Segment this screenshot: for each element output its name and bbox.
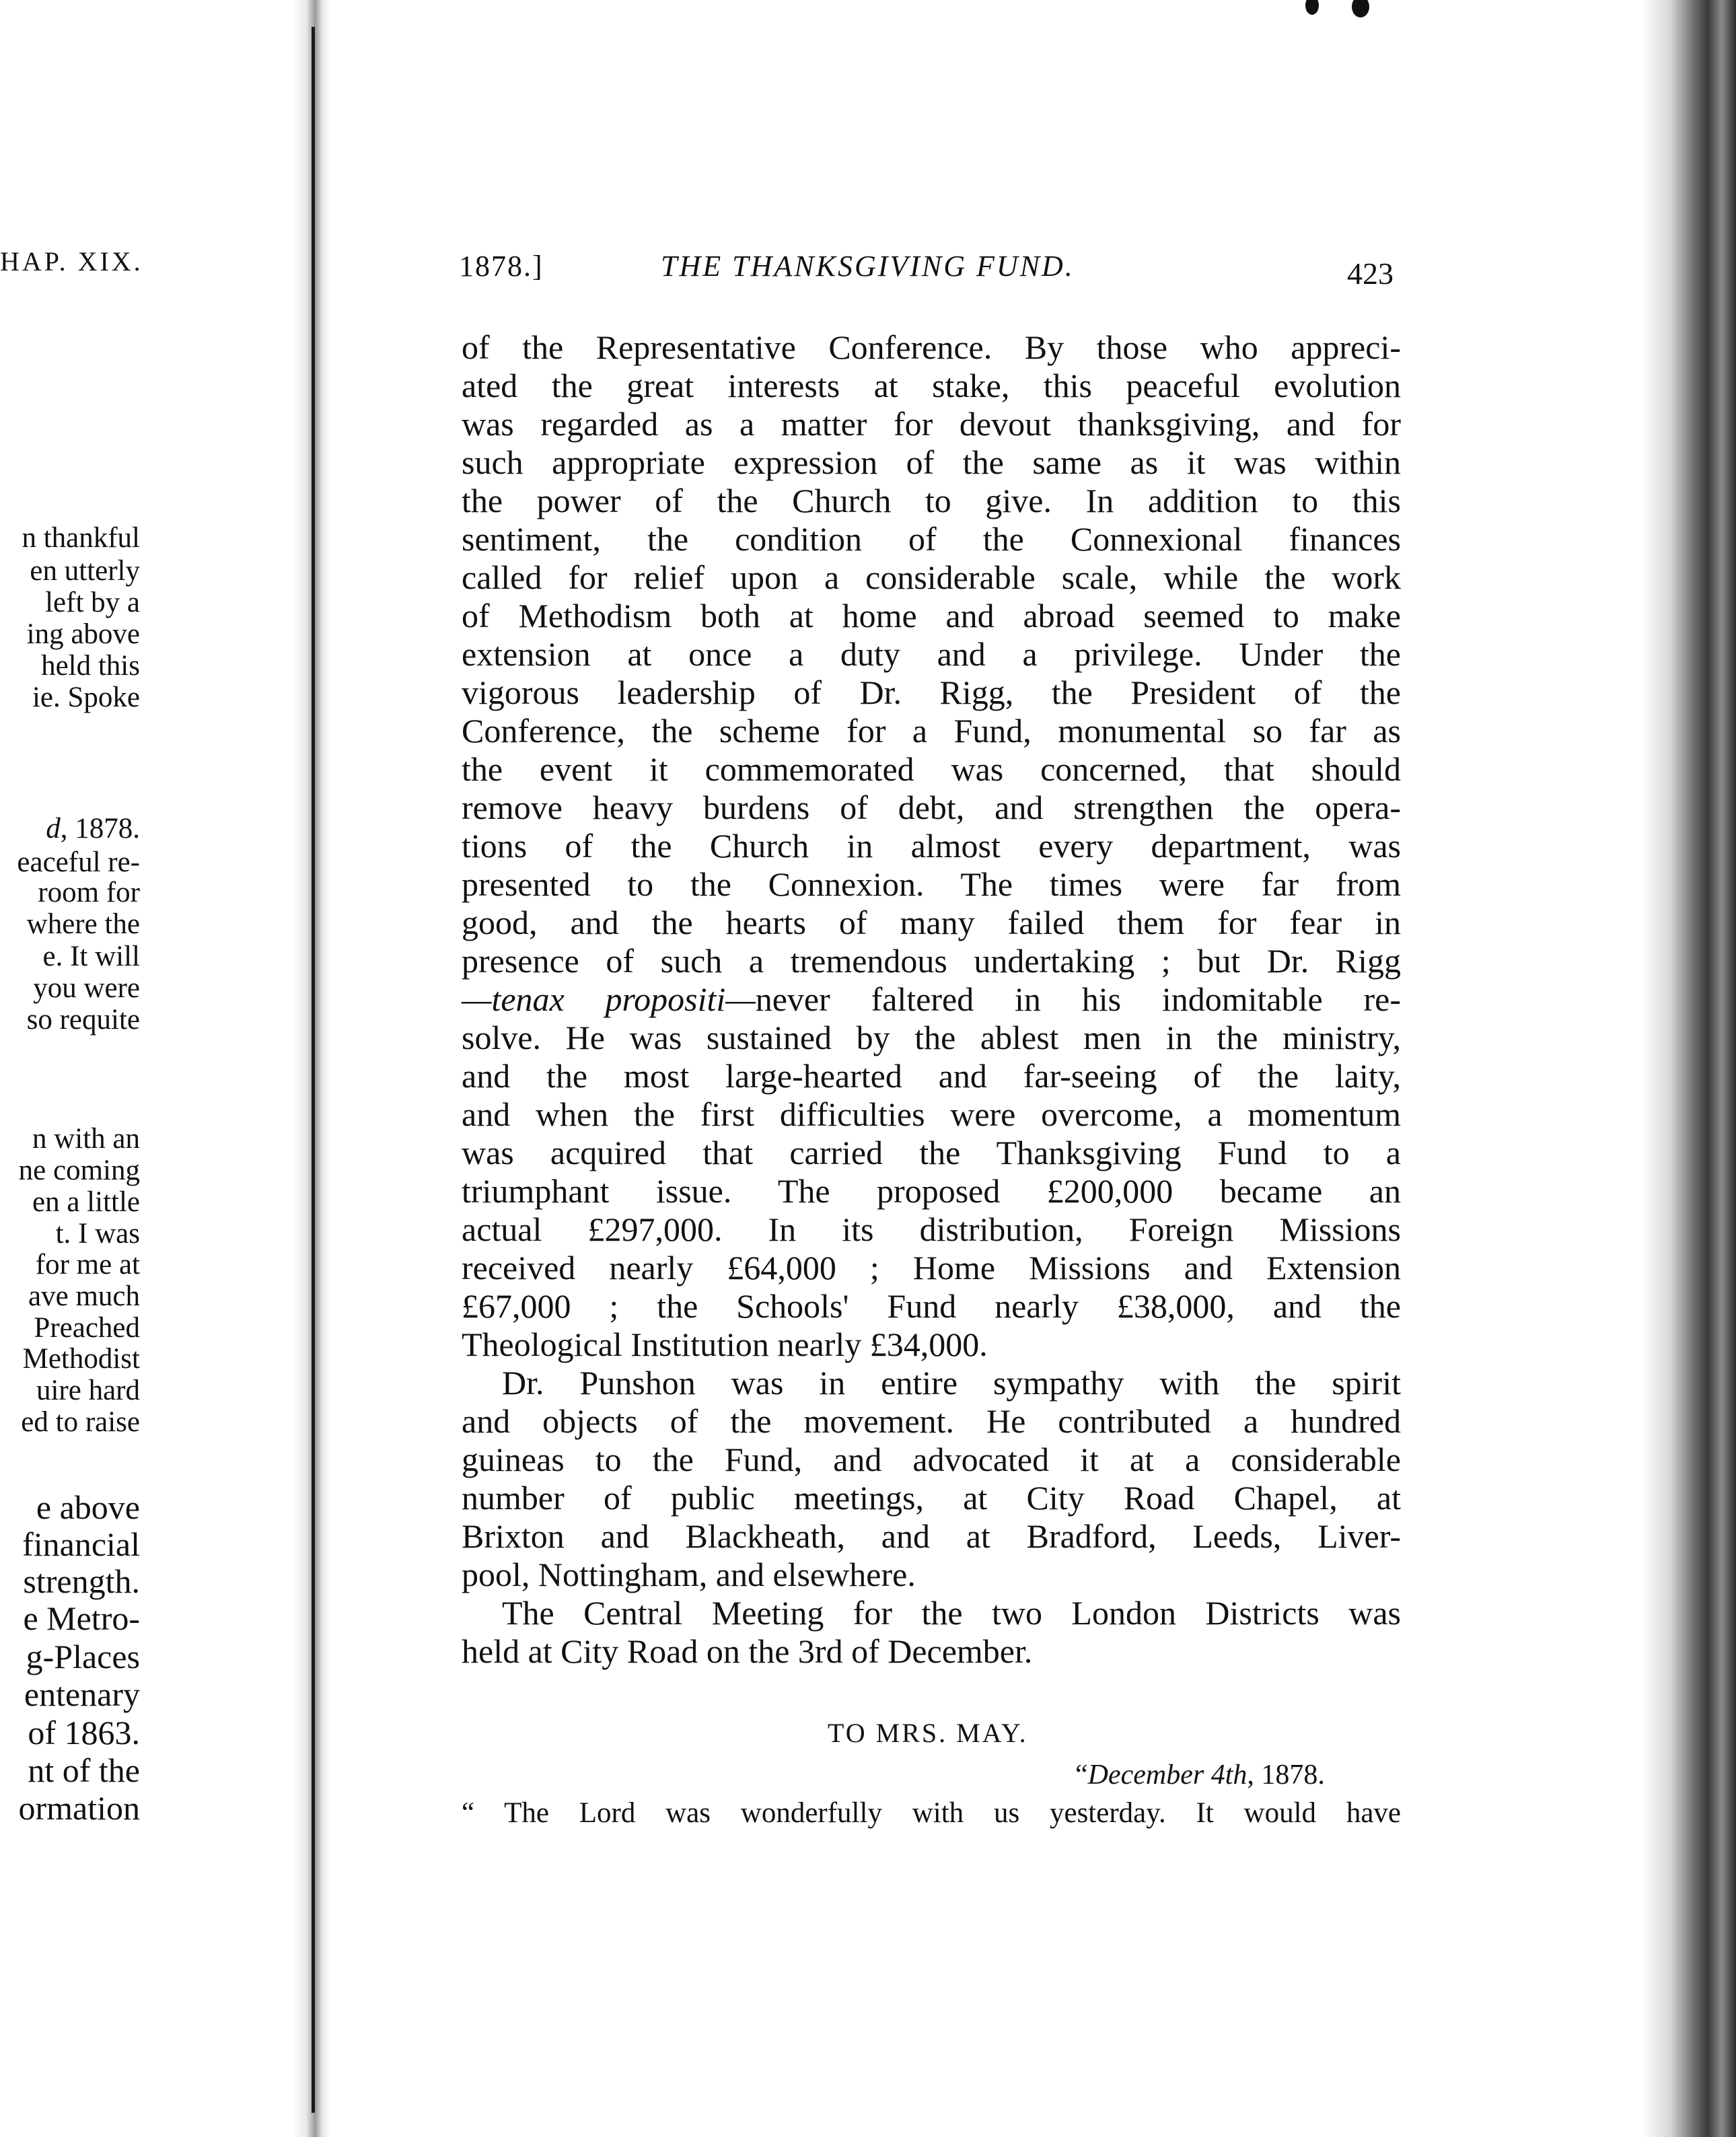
- left-page-line: so requite: [26, 1004, 140, 1036]
- left-page-line: en a little: [32, 1186, 140, 1218]
- left-page-line: left by a: [45, 587, 140, 618]
- left-page-line: uire hard: [36, 1375, 140, 1406]
- text-line-rest: never faltered in his indomitable re-: [755, 980, 1401, 1018]
- left-page-line: ormation: [18, 1789, 140, 1827]
- running-head-title: THE THANKSGIVING FUND.: [661, 250, 1075, 283]
- left-page-line: held this: [41, 650, 140, 682]
- left-page-line: for me at: [35, 1249, 140, 1280]
- left-page-line: e. It will: [42, 941, 140, 972]
- left-page-line: en utterly: [30, 555, 140, 587]
- text-line: triumphant issue. The proposed £200,000 became an: [462, 1172, 1401, 1210]
- text-line: presented to the Connexion. The times were far from: [462, 865, 1401, 903]
- left-page-line: where the: [26, 908, 140, 940]
- left-page-line: financial: [22, 1525, 140, 1563]
- page-number: 423: [1347, 256, 1394, 291]
- left-page-line: e Metro-: [23, 1599, 140, 1637]
- body-text: [462, 328, 1401, 1671]
- text-line: was acquired that carried the Thanksgiving Fund to a: [462, 1134, 1401, 1171]
- letter-date-day: December 4th: [1087, 1760, 1247, 1790]
- letter-first-line: “ The Lord was wonderfully with us yesterday. It would have: [462, 1797, 1401, 1829]
- text-line: and objects of the movement. He contributed a hundred: [462, 1402, 1401, 1440]
- letter-date-quote: “: [1075, 1760, 1088, 1790]
- text-line: the power of the Church to give. In addition to this: [462, 482, 1401, 519]
- latin-phrase: —tenax propositi—: [462, 980, 756, 1018]
- left-page-line: ing above: [26, 618, 140, 650]
- text-line: ated the great interests at stake, this peaceful evolution: [462, 367, 1401, 404]
- left-page-line: of 1863.: [28, 1714, 140, 1751]
- left-page-line: Preached: [34, 1312, 140, 1344]
- text-line: Theological Institution nearly £34,000.: [462, 1326, 988, 1363]
- text-line: and when the first difficulties were overcome, a momentum: [462, 1095, 1401, 1133]
- left-page-line: n thankful: [22, 522, 140, 554]
- letter-date: [1075, 1759, 1325, 1791]
- left-page-line: ne coming: [18, 1155, 140, 1186]
- text-line: sentiment, the condition of the Connexional finances: [462, 520, 1401, 558]
- page-edge: [1642, 0, 1736, 2137]
- text-line: tions of the Church in almost every department, was: [462, 827, 1401, 865]
- left-page-line: entenary: [24, 1675, 140, 1713]
- text-line: Conference, the scheme for a Fund, monumental so far as: [462, 712, 1401, 750]
- left-page-line: ed to raise: [21, 1406, 140, 1438]
- text-line: of Methodism both at home and abroad seemed to make: [462, 597, 1401, 635]
- left-page-line: e above: [36, 1488, 140, 1526]
- running-head: [459, 244, 1401, 291]
- text-line: pool, Nottingham, and elsewhere.: [462, 1556, 916, 1593]
- left-page-line: t. I was: [55, 1218, 140, 1249]
- text-line: presence of such a tremendous undertaking ; but Dr. Rigg: [462, 942, 1401, 980]
- left-page-line: you were: [33, 972, 140, 1004]
- left-page-fragment: [0, 0, 289, 2137]
- left-page-line: n with an: [32, 1123, 140, 1155]
- left-page-line: nt of the: [28, 1751, 140, 1789]
- left-page-line: room for: [38, 877, 140, 908]
- text-line: called for relief upon a considerable scale, while the work: [462, 558, 1401, 596]
- left-page-line: eaceful re-: [17, 846, 140, 878]
- left-page-line: d, 1878.: [46, 813, 140, 844]
- text-line: vigorous leadership of Dr. Rigg, the President of the: [462, 674, 1401, 711]
- text-line: guineas to the Fund, and advocated it at a considerable: [462, 1441, 1401, 1478]
- text-line: good, and the hearts of many failed them for fear in: [462, 904, 1401, 941]
- left-page-line: ie. Spoke: [32, 682, 140, 713]
- left-page-line: g-Places: [26, 1638, 140, 1675]
- text-line: and the most large-hearted and far-seeing of the laity,: [462, 1057, 1401, 1095]
- scan-specks: [1278, 0, 1386, 27]
- text-line: the event it commemorated was concerned, that should: [462, 750, 1401, 788]
- text-line: held at City Road on the 3rd of December.: [462, 1632, 1033, 1670]
- left-page-line: ave much: [28, 1280, 140, 1312]
- text-line: actual £297,000. In its distribution, Foreign Missions: [462, 1210, 1401, 1248]
- text-line: £67,000 ; the Schools' Fund nearly £38,000, and the: [462, 1287, 1401, 1325]
- text-line-tenax: [462, 980, 1401, 1019]
- left-page-line: Methodist: [22, 1343, 140, 1375]
- text-line: Brixton and Blackheath, and at Bradford, Leeds, Liver-: [462, 1517, 1401, 1555]
- letter-heading: TO MRS. MAY.: [828, 1718, 1028, 1748]
- running-head-year: 1878.]: [459, 250, 544, 283]
- text-line: Dr. Punshon was in entire sympathy with the spirit: [502, 1364, 1401, 1402]
- text-line: such appropriate expression of the same as it was within: [462, 443, 1401, 481]
- text-line: number of public meetings, at City Road Chapel, at: [462, 1479, 1401, 1517]
- text-line: extension at once a duty and a privilege. Under the: [462, 635, 1401, 673]
- text-line: The Central Meeting for the two London Districts was: [502, 1594, 1401, 1632]
- text-line: received nearly £64,000 ; Home Missions and Extension: [462, 1249, 1401, 1287]
- left-running-head: HAP. XIX.: [0, 246, 143, 277]
- text-line: was regarded as a matter for devout thanksgiving, and for: [462, 405, 1401, 443]
- gutter-fold: [312, 27, 315, 2113]
- letter-date-year: , 1878.: [1247, 1760, 1325, 1790]
- text-line: solve. He was sustained by the ablest men in the ministry,: [462, 1019, 1401, 1056]
- text-line: remove heavy burdens of debt, and strengthen the opera-: [462, 789, 1401, 826]
- left-page-line: strength.: [23, 1562, 140, 1600]
- text-line: of the Representative Conference. By those who appreci-: [462, 328, 1401, 366]
